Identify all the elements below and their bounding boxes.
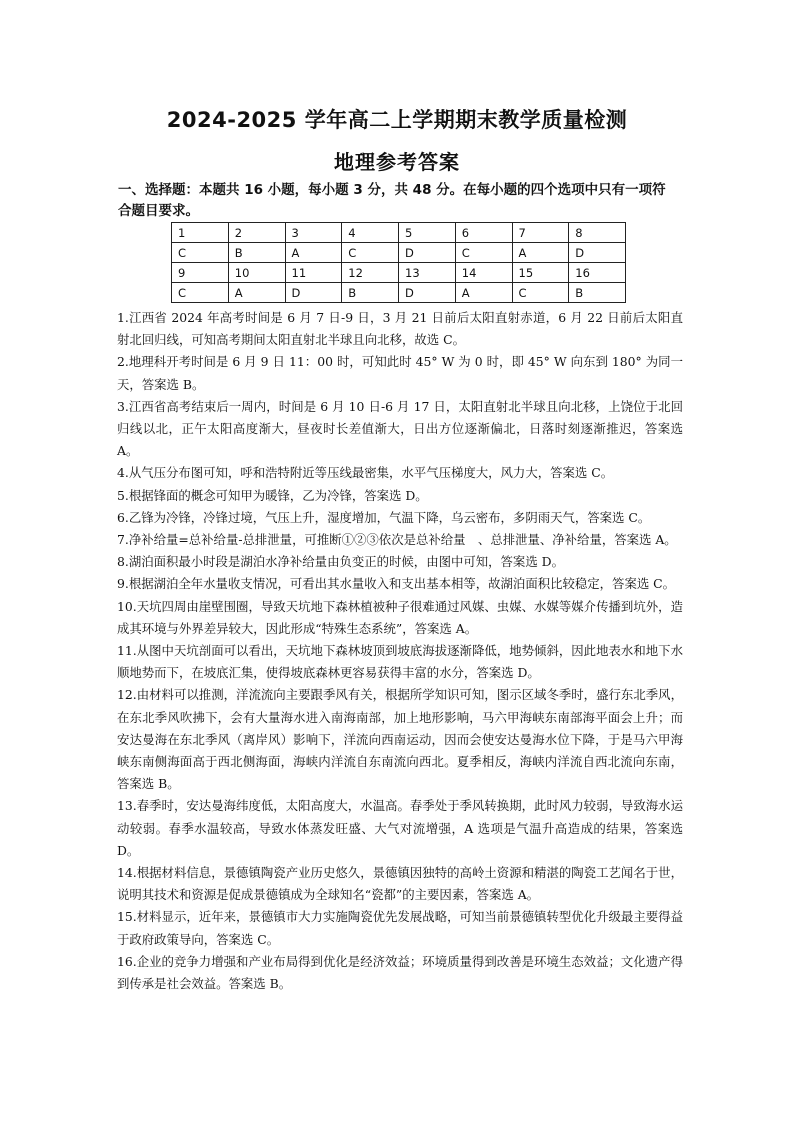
table-cell: 13	[399, 263, 456, 283]
explanations	[117, 307, 683, 995]
explanation-item: 15.材料显示，近年来，景德镇市大力实施陶瓷优先发展战略，可知当前景德镇转型优化升级最主要得益于政府政策导向，答案选 C。	[117, 909, 683, 947]
section-heading: 一、选择题：本题共 16 小题，每小题 3 分，共 48 分。在每小题的四个选项中只有一项符合题目要求。	[118, 182, 666, 219]
table-cell: 7	[512, 223, 569, 243]
answer-row	[172, 283, 626, 303]
explanation-item: 1.江西省 2024 年高考时间是 6 月 7 日-9 日，3 月 21 日前后太阳直射赤道，6 月 22 日前后太阳直射北回归线，可知高考期间太阳直射北半球且向北移，故选 C。	[117, 310, 683, 348]
page-subtitle: 地理参考答案	[334, 150, 460, 174]
explanation-item: 16.企业的竞争力增强和产业布局得到优化是经济效益；环境质量得到改善是环境生态效益；文化遗产得到传承是社会效益。答案选 B。	[117, 953, 683, 992]
table-cell: 11	[285, 263, 342, 283]
table-cell: 3	[285, 223, 342, 243]
table-cell: 12	[342, 263, 399, 283]
table-cell: A	[455, 283, 512, 303]
table-cell: C	[455, 243, 512, 263]
table-cell: 10	[228, 263, 285, 283]
explanation-item: 4.从气压分布图可知，呼和浩特附近等压线最密集，水平气压梯度大，风力大，答案选 C。	[117, 465, 614, 481]
explanation-item: 10.天坑四周由崖壁围圈，导致天坑地下森林植被种子很难通过风媒、虫媒、水媒等媒介传播到坑外，造成其环境与外界差异较大，因此形成“特殊生态系统”，答案选 A。	[117, 598, 683, 636]
table-cell: C	[172, 243, 229, 263]
table-cell: 8	[569, 223, 626, 243]
table-cell: B	[569, 283, 626, 303]
question-number-row	[172, 223, 626, 243]
table-cell: B	[342, 283, 399, 303]
table-cell: 15	[512, 263, 569, 283]
explanation-item: 6.乙锋为冷锋，冷锋过境，气压上升，湿度增加，气温下降，乌云密布，多阴雨天气，答案选 C。	[117, 509, 651, 525]
answer-table	[171, 222, 626, 303]
table-cell: 5	[399, 223, 456, 243]
page-title: 2024-2025 学年高二上学期期末教学质量检测	[166, 108, 628, 132]
explanation-item: 11.从图中天坑剖面可以看出，天坑地下森林坡顶到坡底海拔逐渐降低，地势倾斜，因此地表水和地下水顺地势而下，在坡底汇集，使得坡底森林更容易获得丰富的水分，答案选 D。	[117, 643, 683, 681]
explanation-item: 14.根据材料信息，景德镇陶瓷产业历史悠久，景德镇因独特的高岭土资源和精湛的陶瓷工艺闻名于世，说明其技术和资源是促成景德镇成为全球知名“瓷都”的主要因素，答案选 A。	[117, 865, 683, 903]
table-cell: 16	[569, 263, 626, 283]
answer-row	[172, 243, 626, 263]
table-cell: C	[172, 283, 229, 303]
table-cell: A	[512, 243, 569, 263]
table-cell: 6	[455, 223, 512, 243]
table-cell: D	[399, 243, 456, 263]
explanation-item: 3.江西省高考结束后一周内，时间是 6 月 10 日-6 月 17 日，太阳直射北半球且向北移，上饶位于北回归线以北，正午太阳高度渐大，昼夜时长差值渐大，日出方位逐渐偏北，日落时刻逐渐推迟，答案选 A。	[117, 398, 683, 459]
explanation-item: 2.地理科开考时间是 6 月 9 日 11：00 时，可知此时 45° W 为 0 时，即 45° W 向东到 180° 为同一天，答案选 B。	[117, 354, 683, 392]
explanation-item: 5.根据锋面的概念可知甲为暖锋，乙为冷锋，答案选 D。	[117, 487, 428, 503]
table-cell: A	[228, 283, 285, 303]
table-cell: A	[285, 243, 342, 263]
explanation-item: 8.湖泊面积最小时段是湖泊水净补给量由负变正的时候，由图中可知，答案选 D。	[117, 554, 564, 570]
table-cell: 2	[228, 223, 285, 243]
table-cell: 4	[342, 223, 399, 243]
explanation-item: 13.春季时，安达曼海纬度低，太阳高度大，水温高。春季处于季风转换期，此时风力较弱，导致海水运动较弱。春季水温较高，导致水体蒸发旺盛、大气对流增强，A 选项是气温升高造成的结果，答案选 D。	[117, 798, 683, 858]
table-cell: 9	[172, 263, 229, 283]
explanation-item: 12.由材料可以推测，洋流流向主要跟季风有关，根据所学知识可知，图示区域冬季时，盛行东北季风，在东北季风吹拂下，会有大量海水进入南海南部，加上地形影响，马六甲海峡东南部海平面会上升；而安达曼海在东北季风（离岸风）影响下，洋流向西南运动，因而会使安达曼海水位下降，于是马六甲海峡东南侧海面高于西北侧海面，海峡内洋流自东南流向西北。夏季相反，海峡内洋流自西北流向东南，答案选 B。	[117, 687, 683, 792]
table-cell: C	[342, 243, 399, 263]
table-cell: D	[569, 243, 626, 263]
explanation-item: 9.根据湖泊全年水量收支情况，可看出其水量收入和支出基本相等，故湖泊面积比较稳定，答案选 C。	[117, 576, 676, 592]
question-number-row	[172, 263, 626, 283]
table-cell: D	[399, 283, 456, 303]
table-cell: D	[285, 283, 342, 303]
table-cell: 14	[455, 263, 512, 283]
table-cell: B	[228, 243, 285, 263]
table-cell: 1	[172, 223, 229, 243]
table-cell: C	[512, 283, 569, 303]
explanation-item: 7.净补给量=总补给量-总排泄量，可推断①②③依次是总补给量 、总排泄量、净补给量，答案选 A。	[117, 532, 677, 548]
